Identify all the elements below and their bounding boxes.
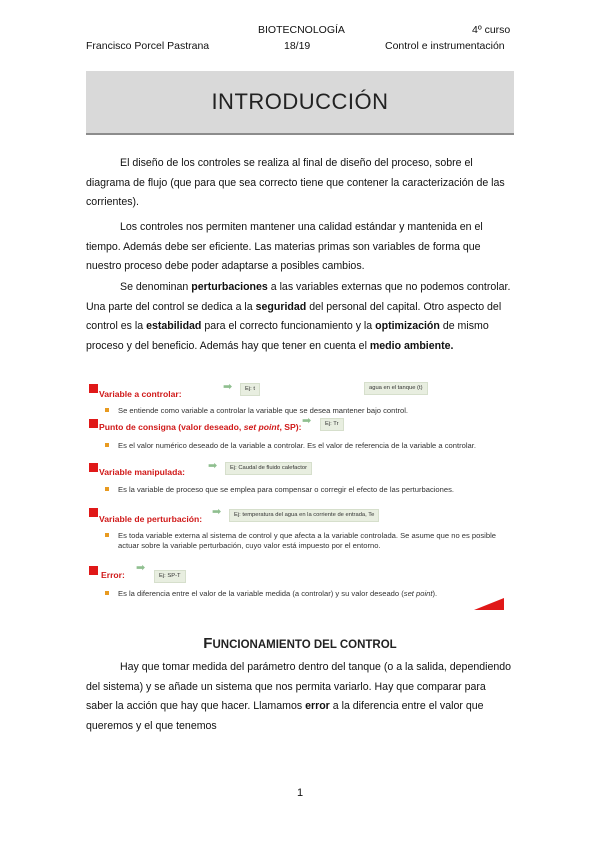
bullet-icon <box>105 533 109 537</box>
red-square-icon <box>89 463 98 472</box>
title-banner <box>86 71 514 135</box>
paragraph-1: El diseño de los controles se realiza al final de diseño del proceso, sobre el diagrama de flujo (que para que sea correcto tiene que contener la caracterización de las corrientes). <box>86 157 505 209</box>
red-square-icon <box>89 508 98 517</box>
page-number: 1 <box>296 787 304 799</box>
bullet-icon <box>105 591 109 595</box>
red-square-icon <box>89 384 98 393</box>
arrow-right-icon: ➡ <box>136 562 146 574</box>
header-subject: BIOTECNOLOGÍA <box>258 24 345 36</box>
slide-label-error: Error: <box>101 570 125 580</box>
slide-tag: Ej: Tr <box>320 418 344 431</box>
slide-bullet: Es el valor numérico deseado de la variable a controlar. Es el valor de referencia de la variable a controlar. <box>118 441 496 451</box>
section-heading: FUNCIONAMIENTO DEL CONTROL <box>203 635 397 652</box>
slide-label-set-point: Punto de consigna (valor deseado, set point, SP): <box>99 422 302 432</box>
red-square-icon <box>89 566 98 575</box>
paragraph-4: Hay que tomar medida del parámetro dentro del tanque (o a la salida, dependiendo del sistema) y se añade un sistema que nos permita variarlo. Hay que comparar para saber la acción que hay que hacer. Llamamos error a la diferencia entre el valor que queremos y el que tenemos <box>86 661 512 732</box>
red-corner-decoration <box>474 598 504 610</box>
slide-bullet: Es la variable de proceso que se emplea para compensar o corregir el efecto de las perturbaciones. <box>118 485 496 495</box>
bullet-icon <box>105 443 109 447</box>
slide-tag: Ej: t <box>240 383 260 396</box>
arrow-right-icon: ➡ <box>212 506 222 518</box>
bullet-icon <box>105 408 109 412</box>
slide-tag: Ej: SP-T <box>154 570 186 583</box>
embedded-slide-image <box>86 378 514 610</box>
slide-tag: Ej: Caudal de fluido calefactor <box>225 462 312 475</box>
header-author: Francisco Porcel Pastrana <box>86 40 210 52</box>
slide-bullet: Se entiende como variable a controlar la variable que se desea mantener bajo control. <box>118 406 496 416</box>
header-course: 4º curso <box>472 24 511 36</box>
page-title: INTRODUCCIÓN <box>211 89 389 114</box>
bullet-icon <box>105 487 109 491</box>
slide-tag: Ej: temperatura del agua en la corriente de entrada, Te <box>229 509 379 522</box>
header-course-subject: Control e instrumentación <box>385 40 505 52</box>
arrow-right-icon: ➡ <box>223 381 233 393</box>
red-square-icon <box>89 419 98 428</box>
header-year: 18/19 <box>284 40 311 52</box>
slide-bullet: Es la diferencia entre el valor de la variable medida (a controlar) y su valor deseado (set point). <box>118 589 496 599</box>
slide-label-manipulated-variable: Variable manipulada: <box>99 467 185 477</box>
paragraph-2: Los controles nos permiten mantener una calidad estándar y mantenida en el tiempo. Además debe ser eficiente. Las materias primas son variables de forma que nuestro proceso debe poder adaptarse a posibles cambios. <box>86 221 483 273</box>
slide-label-disturbance-variable: Variable de perturbación: <box>99 514 203 524</box>
arrow-right-icon: ➡ <box>302 415 312 427</box>
slide-bullet: Es toda variable externa al sistema de control y que afecta a la variable controlada. Se asume que no es posible actuar sobre la variable perturbación, cuyo valor está impuesto por el entorno. <box>118 531 496 551</box>
paragraph-3: Se denominan perturbaciones a las variables externas que no podemos controlar. Una parte del control se dedica a la seguridad del personal del capital. Otro aspecto del control es la estabilidad para el correcto funcionamiento y la optimización de mismo proceso y del beneficio. Además hay que tener en cuenta el medio ambiente. <box>86 281 511 352</box>
slide-tag: agua en el tanque (t) <box>364 382 428 395</box>
arrow-right-icon: ➡ <box>208 460 218 472</box>
slide-label-controlled-variable: Variable a controlar: <box>99 389 182 399</box>
